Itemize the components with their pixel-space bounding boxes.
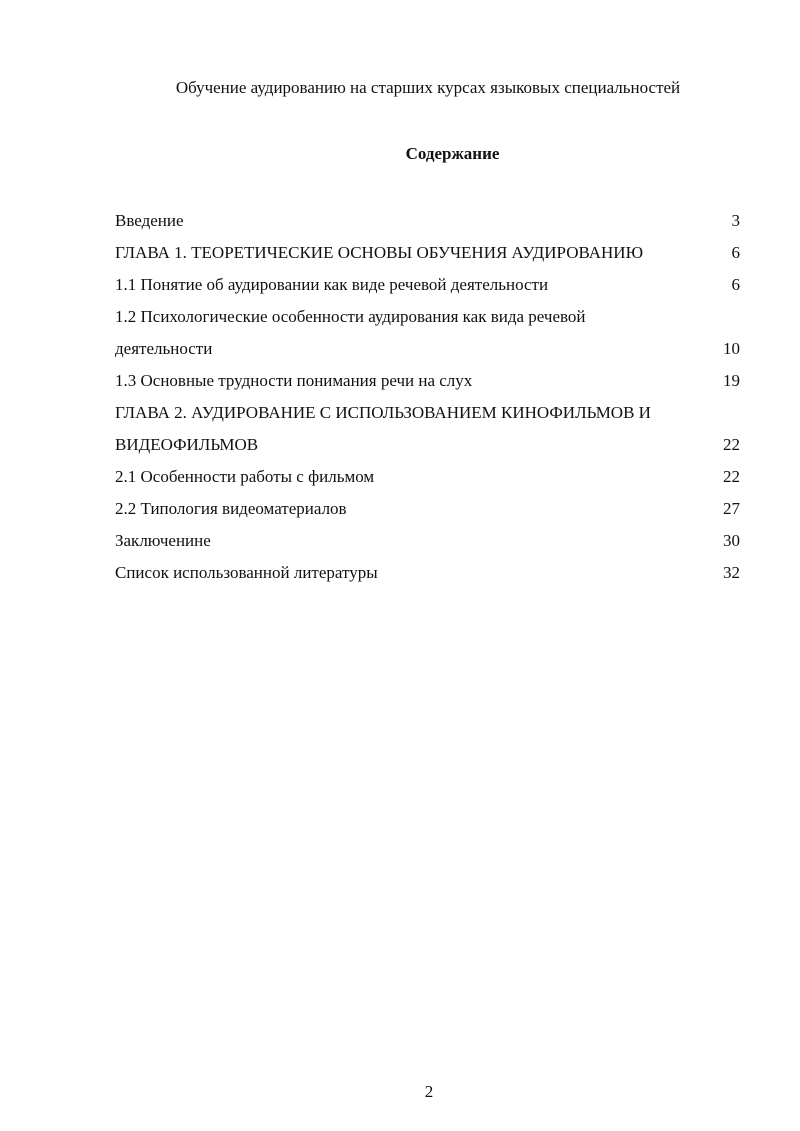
toc-entry-text: Список использованной литературы xyxy=(115,563,378,582)
toc-entry-section-2-2[interactable] xyxy=(115,493,740,525)
toc-entry-section-1-2-line-2[interactable] xyxy=(115,333,740,365)
toc-entry-page: 6 xyxy=(731,275,740,294)
toc-entry-section-1-3[interactable] xyxy=(115,365,740,397)
toc-entry-section-1-2-line-1[interactable] xyxy=(115,301,740,333)
toc-entry-conclusion[interactable] xyxy=(115,525,740,557)
toc-entry-text: Введение xyxy=(115,211,184,230)
toc-entry-page: 27 xyxy=(723,499,740,518)
toc-entry-page: 30 xyxy=(723,531,740,550)
toc-entry-introduction[interactable] xyxy=(115,205,740,237)
toc-entry-chapter-1[interactable] xyxy=(115,237,740,269)
page-number: 2 xyxy=(424,1082,434,1101)
toc-entry-text: ГЛАВА 2. АУДИРОВАНИЕ С ИСПОЛЬЗОВАНИЕМ КИНОФИЛЬМОВ И xyxy=(115,403,651,422)
toc-entry-chapter-2-line-1[interactable] xyxy=(115,397,740,429)
toc-heading: Содержание xyxy=(405,144,500,163)
toc-entry-text: 1.3 Основные трудности понимания речи на слух xyxy=(115,371,473,390)
toc-entry-text: 1.1 Понятие об аудировании как виде речевой деятельности xyxy=(115,275,549,294)
toc-entry-bibliography[interactable] xyxy=(115,557,740,589)
toc-entry-text: ВИДЕОФИЛЬМОВ xyxy=(115,435,259,454)
toc-entry-section-1-1[interactable] xyxy=(115,269,740,301)
table-of-contents xyxy=(115,205,740,589)
toc-entry-page: 10 xyxy=(723,339,740,358)
toc-entry-text: деятельности xyxy=(115,339,213,358)
toc-entry-text: ГЛАВА 1. ТЕОРЕТИЧЕСКИЕ ОСНОВЫ ОБУЧЕНИЯ АУДИРОВАНИЮ xyxy=(115,243,644,262)
toc-entry-section-2-1[interactable] xyxy=(115,461,740,493)
toc-entry-text: 2.1 Особенности работы с фильмом xyxy=(115,467,375,486)
toc-entry-page: 22 xyxy=(723,435,740,454)
toc-entry-page: 3 xyxy=(731,211,740,230)
toc-entry-text: 1.2 Психологические особенности аудирования как вида речевой xyxy=(115,307,586,326)
toc-entry-page: 19 xyxy=(723,371,740,390)
toc-entry-page: 32 xyxy=(723,563,740,582)
toc-entry-chapter-2-line-2[interactable] xyxy=(115,429,740,461)
toc-entry-text: 2.2 Типология видеоматериалов xyxy=(115,499,347,518)
toc-entry-page: 6 xyxy=(731,243,740,262)
document-title: Обучение аудированию на старших курсах языковых специальностей xyxy=(175,78,681,97)
toc-entry-text: Заключенине xyxy=(115,531,211,550)
toc-entry-page: 22 xyxy=(723,467,740,486)
